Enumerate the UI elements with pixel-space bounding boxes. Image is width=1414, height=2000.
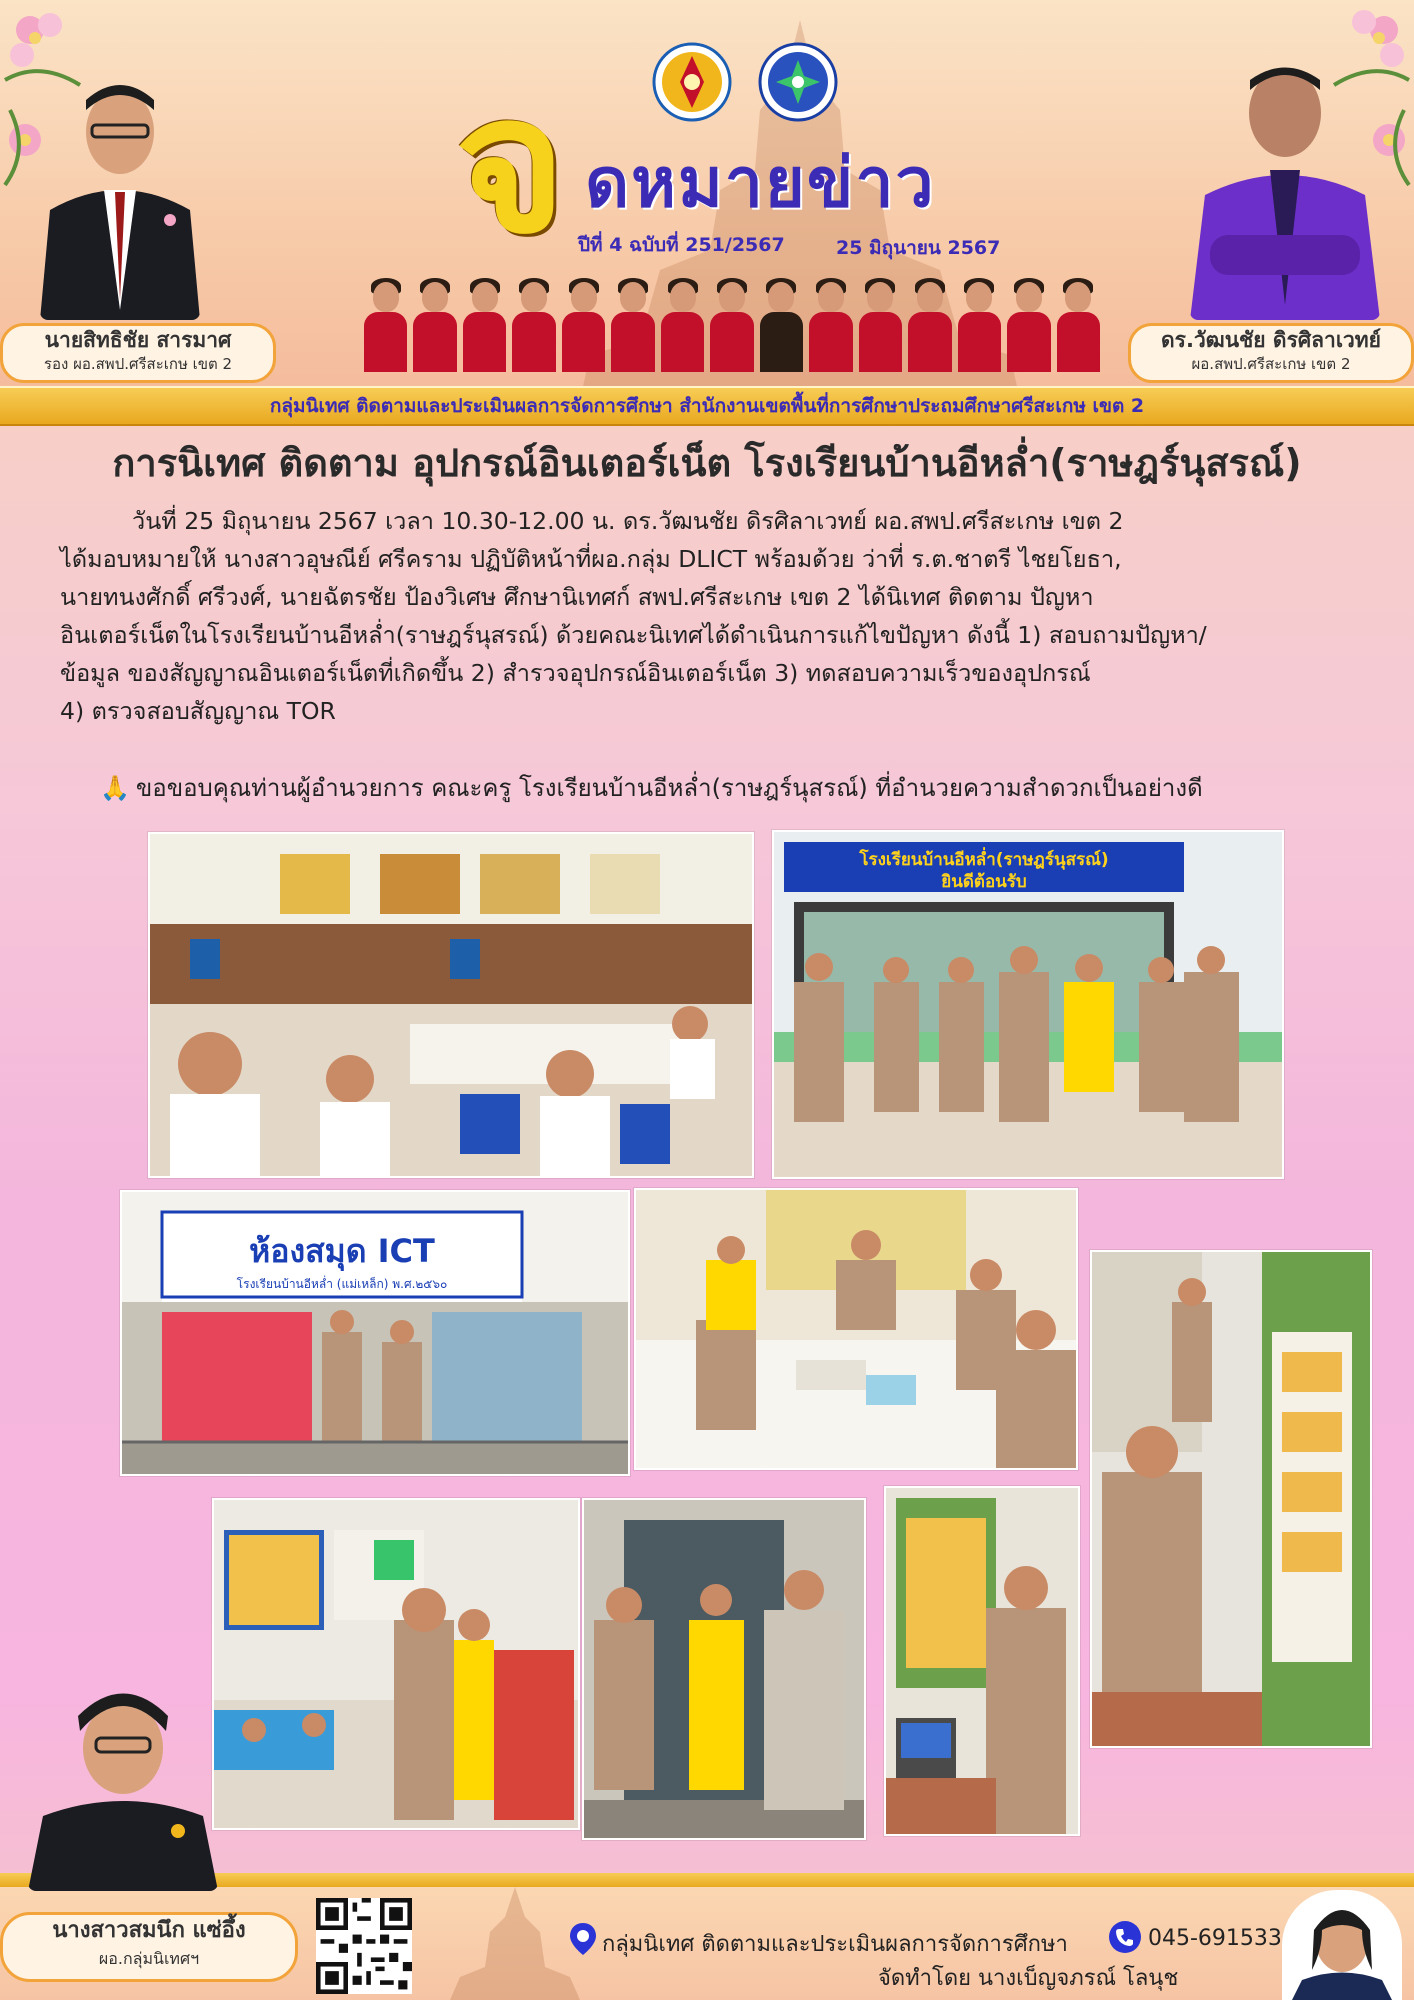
footer-person-role: ผอ.กลุ่มนิเทศฯ <box>98 1949 200 1968</box>
right-person-name: ดร.วัฒนชัย ดิรศิลาเวทย์ <box>1161 328 1381 352</box>
obec-emblem-logo <box>652 42 732 122</box>
left-person-role: รอง ผอ.สพป.ศรีสะเกษ เขต 2 <box>43 355 233 373</box>
library-sign-subtitle: โรงเรียนบ้านอีหล่ำ (แม่เหล็ก) พ.ศ.๒๕๖๐ <box>236 1277 448 1291</box>
photo-laptop-check <box>884 1486 1080 1836</box>
footer-person-name: นางสาวสมนึก แซ่อึ้ง <box>52 1918 246 1943</box>
photo-classroom-students <box>148 832 754 1178</box>
library-sign-title: ห้องสมุด ICT <box>249 1232 435 1270</box>
article-line-4: อินเตอร์เน็ตในโรงเรียนบ้านอีหล่ำ(ราษฎร์นุสรณ์) ด้วยคณะนิเทศได้ดำเนินการแก้ไขปัญหา ดังนี้ 1) สอบถามปัญหา/ <box>60 621 1207 649</box>
location-pin-icon <box>568 1922 598 1956</box>
article-headline: การนิเทศ ติดตาม อุปกรณ์อินเตอร์เน็ต โรงเรียนบ้านอีหล่ำ(ราษฎร์นุสรณ์) <box>112 441 1302 485</box>
photo-wall-repair <box>1090 1250 1372 1748</box>
newsletter-header <box>0 0 1414 420</box>
left-person-photo <box>40 70 200 320</box>
right-person-role: ผอ.สพป.ศรีสะเกษ เขต 2 <box>1191 355 1351 373</box>
thanks-text: ขอขอบคุณท่านผู้อำนวยการ คณะครู โรงเรียนบ้านอีหล่ำ(ราษฎร์นุสรณ์) ที่อำนวยความสำดวกเป็นอย่างดี <box>135 774 1203 802</box>
contact-phone[interactable]: 045-691533 <box>1148 1926 1282 1951</box>
contact-group-name: กลุ่มนิเทศ ติดตามและประเมินผลการจัดการศึกษา <box>602 1932 1068 1957</box>
photo-ict-library <box>120 1190 630 1476</box>
team-group-photo <box>362 272 1102 372</box>
right-person-photo <box>1190 45 1380 320</box>
credit-line: จัดทำโดย นางเบ็ญจภรณ์ โลนุช <box>878 1966 1179 1991</box>
photo-meeting-table <box>634 1188 1078 1470</box>
masthead-title-letter: จ <box>455 54 567 275</box>
footer-person-photo <box>28 1676 218 1891</box>
phone-icon <box>1108 1920 1142 1954</box>
issue-date: 25 มิถุนายน 2567 <box>836 237 1001 259</box>
article-line-5: ข้อมูล ของสัญญาณอินเตอร์เน็ตที่เกิดขึ้น 2) สำรวจอุปกรณ์อินเตอร์เน็ต 3) ทดสอบความเร็วของอุปกรณ์ <box>60 659 1091 687</box>
article-line-3: นายทนงศักดิ์ ศรีวงศ์, นายฉัตรชัย ป้องวิเศษ ศึกษานิเทศก์ สพป.ศรีสะเกษ เขต 2 ได้นิเทศ ติดตาม ปัญหา <box>60 583 1094 611</box>
thanks-line <box>100 768 1390 807</box>
article-line-2: ได้มอบหมายให้ นางสาวอุษณีย์ ศรีคราม ปฏิบัติหน้าที่ผอ.กลุ่ม DLICT พร้อมด้วย ว่าที่ ร.ต.ชาตรี ไชยโยธา, <box>60 545 1122 573</box>
credit-person-photo <box>1282 1890 1402 2000</box>
article-line-1: วันที่ 25 มิถุนายน 2567 เวลา 10.30-12.00 น. ดร.วัฒนชัย ดิรศิลาเวทย์ ผอ.สพป.ศรีสะเกษ เขต 2 <box>132 507 1124 535</box>
left-person-name: นายสิทธิชัย สารมาศ <box>44 328 232 352</box>
footer-person-nameplate <box>0 1912 298 1982</box>
left-person-nameplate <box>0 323 276 383</box>
right-person-nameplate <box>1128 323 1414 383</box>
photo-classroom-board <box>212 1498 580 1830</box>
school-sign-welcome: ยินดีต้อนรับ <box>941 872 1027 892</box>
issue-number: ปีที่ 4 ฉบับที่ 251/2567 <box>578 234 785 256</box>
article-line-6: 4) ตรวจสอบสัญญาณ TOR <box>60 697 336 725</box>
school-sign-name: โรงเรียนบ้านอีหล่ำ(ราษฎร์นุสรณ์) <box>859 850 1109 870</box>
praying-hands-icon: 🙏 <box>100 774 130 802</box>
organization-band: กลุ่มนิเทศ ติดตามและประเมินผลการจัดการศึกษา สำนักงานเขตพื้นที่การศึกษาประถมศึกษาศรีสะเกษ เขต 2 <box>0 386 1414 426</box>
photo-school-front-group <box>772 830 1284 1179</box>
masthead-title: ดหมายข่าว <box>585 144 936 223</box>
sesao-logo <box>758 42 838 122</box>
qr-code[interactable] <box>316 1898 412 1994</box>
photo-pointing-cabinet <box>582 1498 866 1840</box>
